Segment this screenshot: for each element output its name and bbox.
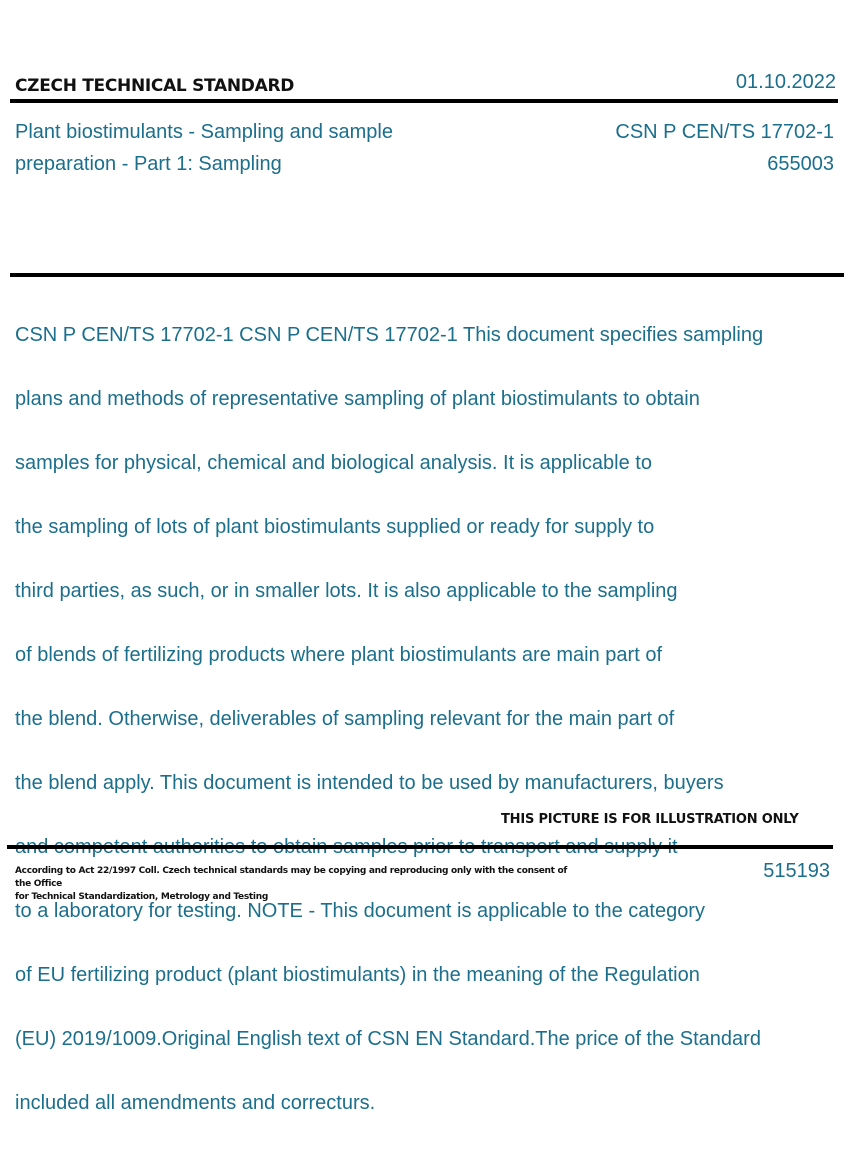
- abstract-line: of blends of fertilizing products where plant biostimulants are main part of: [15, 644, 663, 666]
- document-category: CZECH TECHNICAL STANDARD: [15, 76, 295, 96]
- abstract-line: included all amendments and correcturs.: [15, 1092, 376, 1114]
- abstract-line: the blend apply. This document is intended to be used by manufacturers, buyers: [15, 772, 724, 794]
- abstract-line: the blend. Otherwise, deliverables of sampling relevant for the main part of: [15, 708, 675, 730]
- abstract-line: to a laboratory for testing. NOTE - This document is applicable to the category: [15, 900, 705, 922]
- catalog-number: 515193: [763, 860, 830, 882]
- abstract-line: of EU fertilizing product (plant biostimulants) in the meaning of the Regulation: [15, 964, 700, 986]
- abstract-line: third parties, as such, or in smaller lots. It is also applicable to the sampling: [15, 580, 678, 602]
- standard-class-number: 655003: [767, 153, 834, 175]
- standard-code: CSN P CEN/TS 17702-1: [615, 121, 834, 143]
- illustration-notice: THIS PICTURE IS FOR ILLUSTRATION ONLY: [501, 812, 799, 827]
- section-divider: [10, 273, 844, 277]
- publication-date: 01.10.2022: [735, 71, 836, 93]
- legal-notice: [15, 865, 585, 904]
- standard-title: [15, 116, 485, 180]
- abstract-line: the sampling of lots of plant biostimulants supplied or ready for supply to: [15, 516, 655, 538]
- abstract-line: CSN P CEN/TS 17702-1 CSN P CEN/TS 17702-1 This document specifies sampling: [15, 324, 764, 346]
- standard-title-line: Plant biostimulants - Sampling and sample: [15, 121, 393, 143]
- abstract-line: (EU) 2019/1009.Original English text of CSN EN Standard.The price of the Standard: [15, 1028, 761, 1050]
- standard-identifier: [615, 116, 834, 180]
- abstract-line: plans and methods of representative sampling of plant biostimulants to obtain: [15, 388, 700, 410]
- standard-title-line: preparation - Part 1: Sampling: [15, 153, 282, 175]
- legal-line: According to Act 22/1997 Coll. Czech technical standards may be copying and reproducing only with the consent of the Office: [15, 866, 567, 889]
- abstract-line: samples for physical, chemical and biological analysis. It is applicable to: [15, 452, 652, 474]
- header-divider: [10, 99, 838, 103]
- legal-line: for Technical Standardization, Metrology and Testing: [15, 892, 268, 902]
- footer-divider: [7, 845, 833, 849]
- abstract-text: [15, 287, 845, 1151]
